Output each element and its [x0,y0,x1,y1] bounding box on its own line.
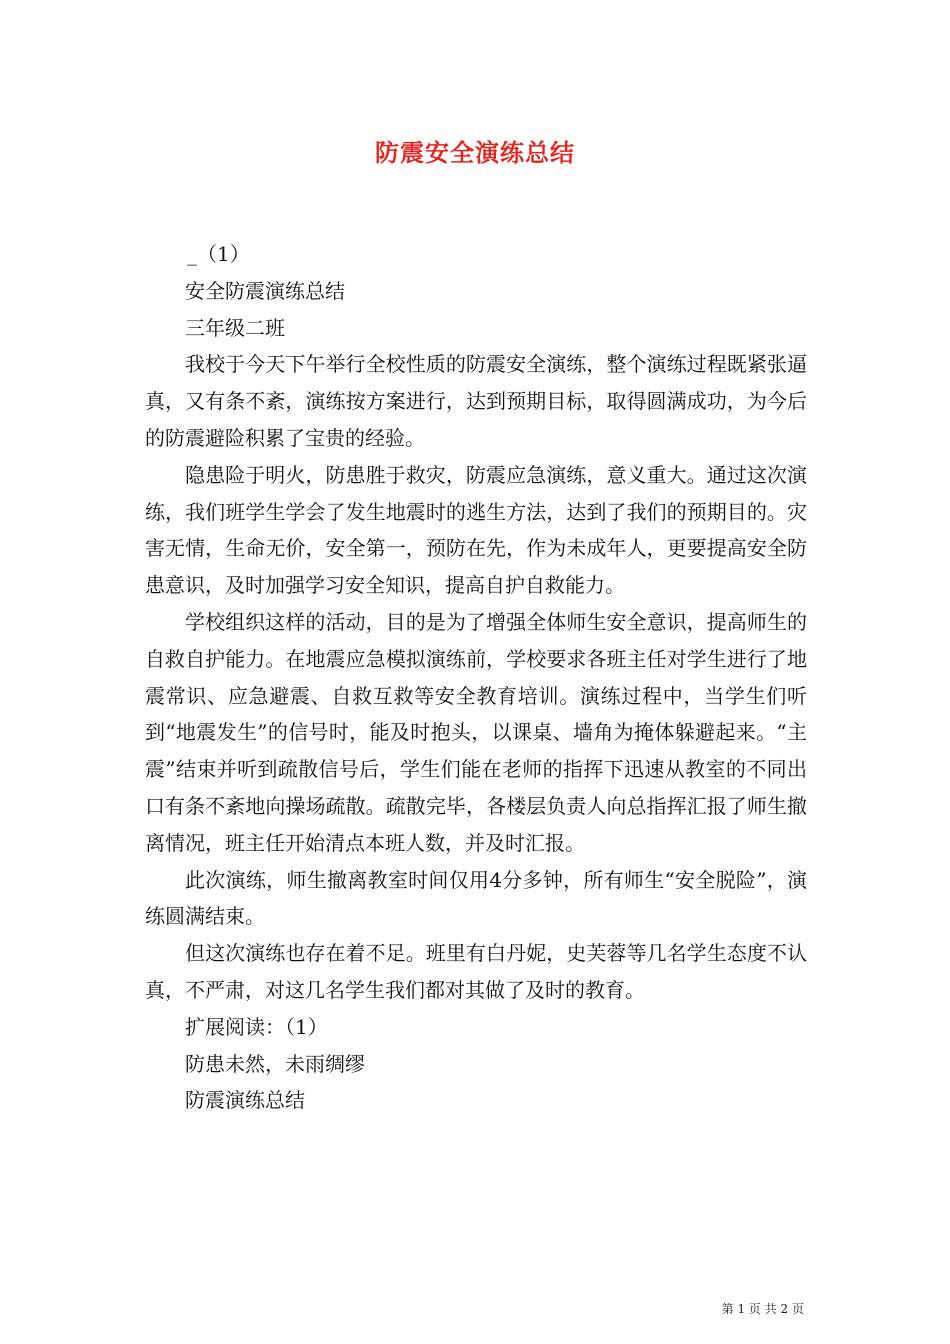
paragraph: 学校组织这样的活动，目的是为了增强全体师生安全意识，提高师生的自救自护能力。在地震应急模拟演练前，学校要求各班主任对学生进行了地震常识、应急避震、自救互救等安全教育培训。演练过程中，当学生们听到“地震发生”的信号时，能及时抱头，以课桌、墙角为掩体躲避起来。“主震”结束并听到疏散信号后，学生们能在老师的指挥下迅速从教室的不同出口有条不紊地向操场疏散。疏散完毕，各楼层负责人向总指挥汇报了师生撤离情况，班主任开始清点本班人数，并及时汇报。 [145,609,807,855]
document-body [145,236,807,1119]
paragraph: 此次演练，师生撤离教室时间仅用4分多钟，所有师生“安全脱险”，演练圆满结束。 [145,867,807,929]
section-marker: _（1） [187,242,250,266]
extended-reading-label: 扩展阅读：（1） [185,1014,328,1039]
subtitle-line: 安全防震演练总结 [185,278,345,303]
class-line: 三年级二班 [185,315,285,340]
extended-reading-line: 防患未然，未雨绸缪 [185,1051,365,1076]
page-number: 第 1 页 共 2 页 [721,1302,804,1316]
extended-reading-line: 防震演练总结 [185,1088,305,1113]
paragraph: 我校于今天下午举行全校性质的防震安全演练，整个演练过程既紧张逼真，又有条不紊，演练按方案进行，达到预期目标，取得圆满成功，为今后的防震避险积累了宝贵的经验。 [145,352,807,450]
paragraph: 但这次演练也存在着不足。班里有白丹妮，史芙蓉等几名学生态度不认真，不严肃，对这几名学生我们都对其做了及时的教育。 [145,941,807,1002]
paragraph: 隐患险于明火，防患胜于救灾，防震应急演练，意义重大。通过这次演练，我们班学生学会了发生地震时的逃生方法，达到了我们的预期目的。灾害无情，生命无价，安全第一，预防在先，作为未成年人，更要提高安全防患意识，及时加强学习安全知识，提高自护自救能力。 [145,462,807,598]
document-title: 防震安全演练总结 [375,139,575,167]
